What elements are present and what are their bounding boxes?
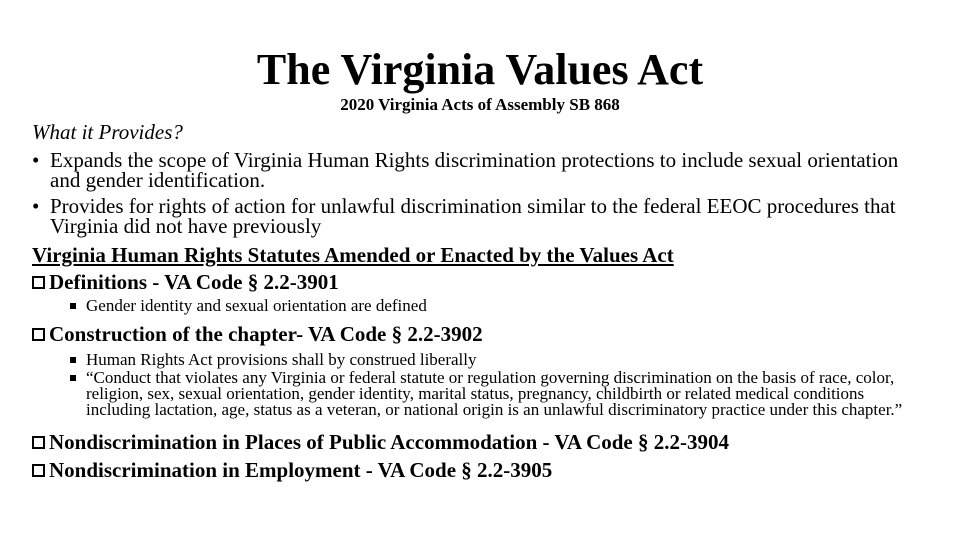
bullet-icon: •: [32, 194, 40, 218]
construction-subitems: [32, 352, 932, 418]
square-bullet-icon: [70, 375, 76, 381]
section-heading-text: Nondiscrimination in Employment - VA Code § 2.2-3905: [49, 458, 553, 482]
slide-subtitle: 2020 Virginia Acts of Assembly SB 868: [340, 95, 620, 114]
definitions-subitems: [32, 298, 932, 314]
subitem-text: Gender identity and sexual orientation are defined: [86, 296, 427, 315]
list-item: [32, 150, 932, 190]
bullet-text: Expands the scope of Virginia Human Rights discrimination protections to include sexual orientation and gender identification.: [50, 148, 899, 192]
subitem-text: Human Rights Act provisions shall by construed liberally: [86, 350, 477, 369]
list-item: [32, 196, 932, 236]
bullet-icon: •: [32, 148, 40, 172]
list-item: [32, 370, 932, 418]
subitem-text: “Conduct that violates any Virginia or federal statute or regulation governing discrimination on the basis of race, color, religion, sex, sexual orientation, gender identity, marital status, pregnancy, childbirth or related medical conditions including lactation, age, status as a veteran, or national origin is an unlawful discriminatory practice under this chapter.”: [86, 368, 903, 419]
section-heading-public-accommodation: [32, 428, 932, 456]
section-heading-text: Nondiscrimination in Places of Public Accommodation - VA Code § 2.2-3904: [49, 430, 729, 454]
intro-label: What it Provides?: [32, 120, 183, 144]
slide-title: The Virginia Values Act: [256, 45, 704, 94]
list-item: [32, 298, 932, 314]
section-heading-construction: [32, 320, 932, 348]
section-heading-definitions: [32, 268, 932, 296]
slide-body: [32, 118, 932, 484]
checkbox-bullet-icon: [32, 276, 45, 289]
statutes-heading: Virginia Human Rights Statutes Amended or Enacted by the Values Act: [32, 243, 674, 267]
checkbox-bullet-icon: [32, 436, 45, 449]
list-item: [32, 352, 932, 368]
bullet-text: Provides for rights of action for unlawful discrimination similar to the federal EEOC procedures that Virginia did not have previously: [50, 194, 896, 238]
section-heading-text: Construction of the chapter- VA Code § 2.2-3902: [49, 322, 483, 346]
checkbox-bullet-icon: [32, 328, 45, 341]
checkbox-bullet-icon: [32, 464, 45, 477]
provisions-list: [32, 150, 932, 236]
section-heading-text: Definitions - VA Code § 2.2-3901: [49, 270, 339, 294]
section-heading-employment: [32, 456, 932, 484]
square-bullet-icon: [70, 303, 76, 309]
square-bullet-icon: [70, 357, 76, 363]
